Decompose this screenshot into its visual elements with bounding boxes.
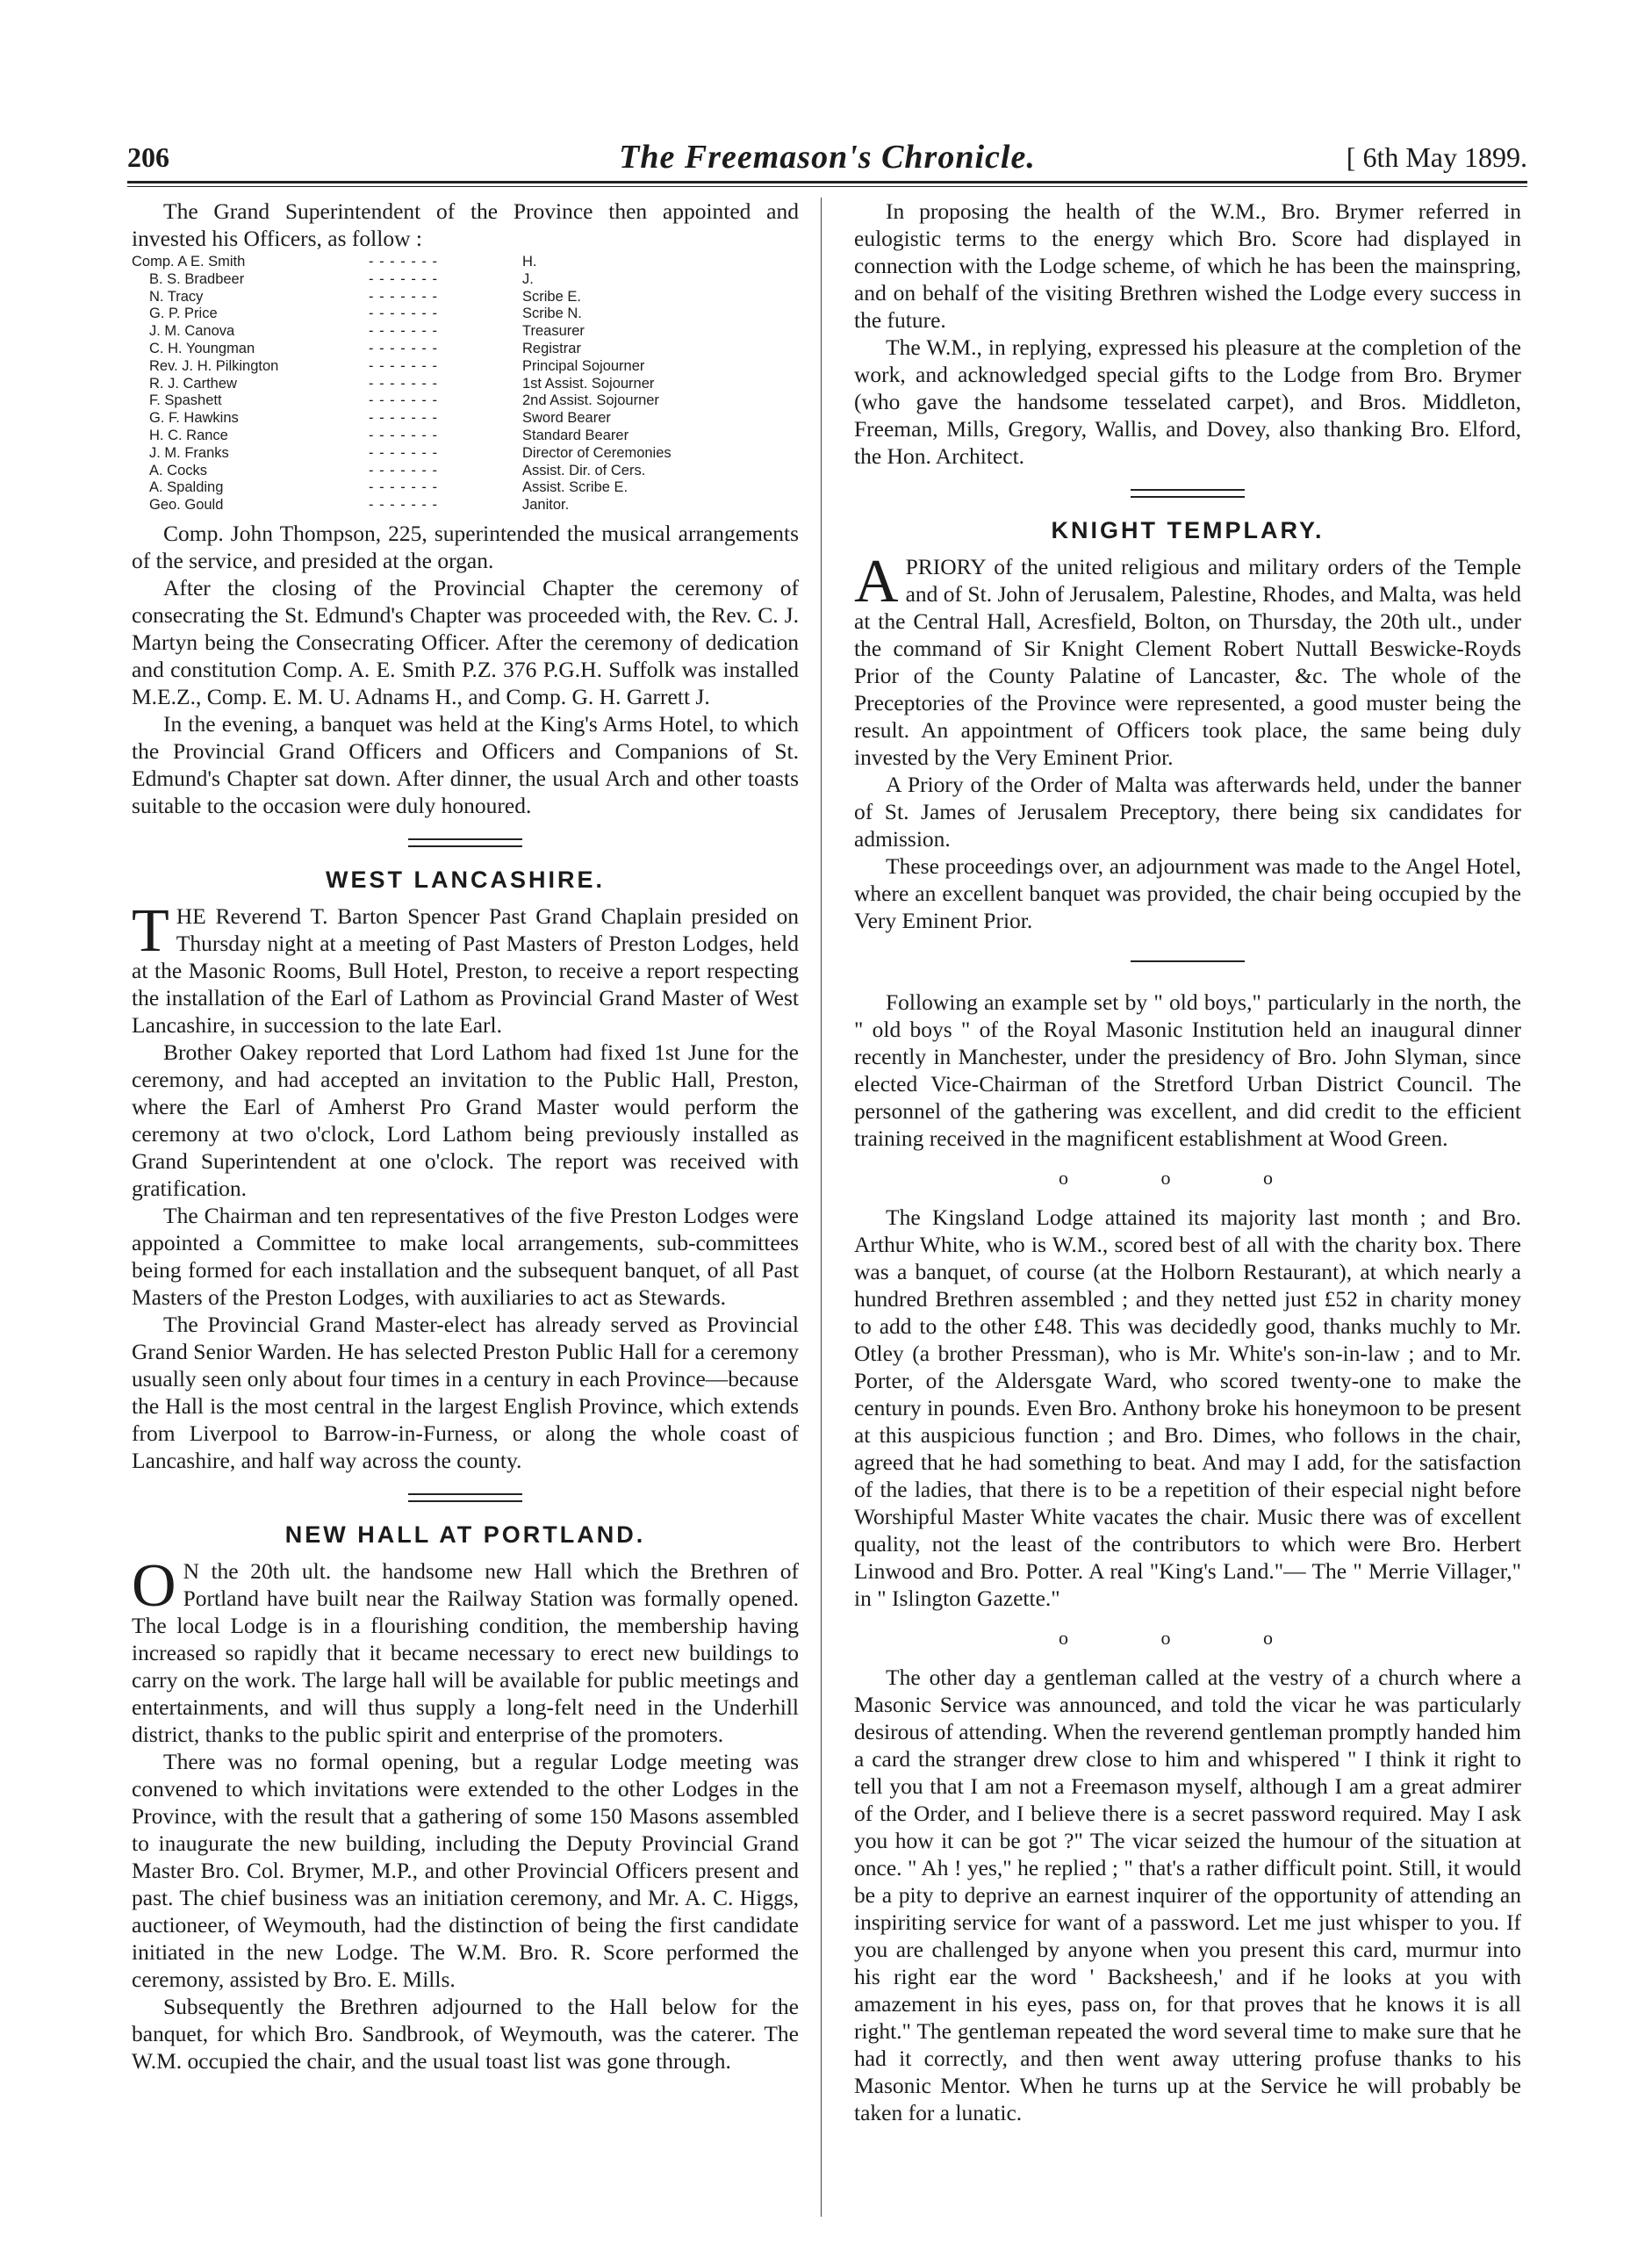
officer-title: 1st Assist. Sojourner: [522, 375, 655, 392]
drop-cap: O: [132, 1551, 176, 1620]
officer-name: H. C. Rance: [149, 427, 228, 443]
leader-dots: - - - - - - -: [369, 340, 438, 356]
officers-list: [132, 254, 799, 514]
officer-name: Geo. Gould: [149, 497, 224, 514]
paragraph: In proposing the health of the W.M., Bro. Brymer referred in eulogistic terms to the energy which Bro. Score had displayed in connection with the Lodge scheme, of which he has been the mainspring, and on behalf of the visiting Brethren wished the Lodge every success in the future.: [854, 198, 1521, 333]
leader-dots: - - - - - - -: [369, 427, 438, 443]
leader-dots: - - - - - - -: [369, 306, 438, 322]
paragraph: There was no formal opening, but a regular Lodge meeting was convened to which invitations were extended to the other Lodges in the Province, with the result that a gathering of some 150 Masons assembled to inaugurate the new building, including the Deputy Provincial Grand Master Bro. Col. Brymer, M.P., and other Provincial Officers present and past. The chief business was an initiation ceremony, and Mr. A. C. Higgs, auctioneer, of Weymouth, had the distinction of being the first candidate initiated in the new Lodge. The W.M. Bro. R. Score performed the ceremony, assisted by Bro. E. Mills.: [132, 1748, 799, 1992]
officer-title: Principal Sojourner: [522, 357, 645, 374]
officer-title: Assist. Scribe E.: [522, 479, 628, 496]
officer-row: [132, 271, 799, 289]
officer-title: Registrar: [522, 340, 581, 356]
issue-date: [ 6th May 1899.: [1346, 141, 1527, 173]
officer-row: [132, 392, 799, 410]
paragraph-text: HE Reverend T. Barton Spencer Past Grand Chaplain presided on Thursday night at a meeting of Past Masters of Preston Lodges, held at the Masonic Rooms, Bull Hotel, Preston, to receive a report respecting the installation of the Earl of Lathom as Provincial Grand Master of West Lancashire, in succession to the late Earl.: [132, 902, 799, 1038]
paragraph: The W.M., in replying, expressed his pleasure at the completion of the work, and acknowledged special gifts to the Lodge from Bro. Brymer (who gave the handsome tesselated carpet), and Bros. Middleton, Freeman, Mills, Gregory, Wallis, and Dovey, also thanking Bro. Elford, the Hon. Architect.: [854, 334, 1521, 469]
section-separator: [408, 838, 522, 847]
item-separator-dots: o o o: [1059, 1167, 1317, 1189]
leader-dots: - - - - - - -: [369, 497, 438, 514]
page-number: 206: [127, 141, 169, 173]
leader-dots: - - - - - - -: [369, 375, 438, 392]
paragraph: [132, 1551, 799, 1748]
officer-name: Rev. J. H. Pilkington: [149, 357, 279, 374]
officer-name: A. Spalding: [149, 479, 224, 496]
officer-row: [132, 410, 799, 428]
officer-row: [132, 323, 799, 341]
paragraph: Subsequently the Brethren adjourned to the Hall below for the banquet, for which Bro. Sandbrook, of Weymouth, was the caterer. The W.M. occupied the chair, and the usual toast list was gone through.: [132, 1993, 799, 2074]
leader-dots: - - - - - - -: [369, 392, 438, 409]
officer-title: Sword Bearer: [522, 410, 611, 427]
leader-dots: - - - - - - -: [369, 410, 438, 427]
officer-name: N. Tracy: [149, 288, 204, 305]
leader-dots: - - - - - - -: [369, 323, 438, 340]
leader-dots: - - - - - - -: [369, 288, 438, 305]
officer-name: G. P. Price: [149, 306, 218, 322]
paragraph-text: N the 20th ult. the handsome new Hall which the Brethren of Portland have built near the Railway Station was formally opened. The local Lodge is in a flourishing condition, the membership having increased so rapidly that it became necessary to erect new buildings to carry on the work. The large hall will be available for public meetings and entertainments, and will thus supply a long-felt need in the Underhill district, thanks to the public spirit and enterprise of the promoters.: [132, 1557, 799, 1747]
leader-dots: - - - - - - -: [369, 270, 438, 287]
officer-name: C. H. Youngman: [149, 340, 255, 356]
paragraph-text: PRIORY of the united religious and military orders of the Temple and of St. John of Jerusalem, Palestine, Rhodes, and Malta, was held at the Central Hall, Acresfield, Bolton, on Thursday, the 20th ult., under the command of Sir Knight Clement Robert Nuttall Beswicke-Royds Prior of the County Palatine of Lancaster, &c. The whole of the Preceptories of the Province were represented, a good muster being the result. An appointment of Officers took place, the same being duly invested by the Very Eminent Prior.: [854, 554, 1521, 770]
paragraph: Following an example set by " old boys," particularly in the north, the " old boys " of the Royal Masonic Institution held an inaugural dinner recently in Manchester, under the presidency of Bro. John Slyman, since elected Vice-Chairman of the Stretford Urban District Council. The personnel of the gathering was excellent, and did credit to the efficient training received in the magnificent establishment at Wood Green.: [854, 989, 1521, 1151]
officer-row: [132, 479, 799, 497]
officer-title: Scribe N.: [522, 306, 582, 322]
drop-cap: A: [854, 548, 899, 615]
officer-row: [132, 497, 799, 514]
officer-name: F. Spashett: [149, 392, 222, 409]
officer-row: [132, 376, 799, 393]
officer-name: B. S. Bradbeer: [149, 270, 245, 287]
officer-row: [132, 254, 799, 271]
drop-cap: T: [132, 896, 169, 965]
paragraph: Brother Oakey reported that Lord Lathom had fixed 1st June for the ceremony, and had accepted an invitation to the Public Hall, Preston, where the Earl of Amherst Pro Grand Master would perform the ceremony at two o'clock, Lord Lathom being previously installed as Grand Superintendent at one o'clock. The report was received with gratification.: [132, 1039, 799, 1201]
officer-title: Standard Bearer: [522, 427, 629, 443]
section-separator: [1131, 960, 1245, 962]
paragraph: In the evening, a banquet was held at the King's Arms Hotel, to which the Provincial Grand Officers and Officers and Companions of St. Edmund's Chapter sat down. After dinner, the usual Arch and other toasts suitable to the occasion were duly honoured.: [132, 710, 799, 818]
officer-title: H.: [522, 254, 537, 270]
paragraph: [132, 896, 799, 1039]
paragraph: The other day a gentleman called at the vestry of a church where a Masonic Service was announced, and told the vicar he was particularly desirous of attending. When the reverend gentleman promptly handed him a card the stranger drew close to him and whispered " I think it right to tell you that I am not a Freemason myself, although I am a great admirer of the Order, and I believe there is a secret password required. May I ask you how it can be got ?" The vicar seized the humour of the situation at once. " Ah ! yes," he replied ; " that's a rather difficult point. Still, it would be a pity to deprive an earnest inquirer of the opportunity of attending an inspiriting service for want of a password. Let me just whisper to you. If you are challenged by anyone when you present this card, murmur into his right ear the word ' Backsheesh,' and if he looks at you with amazement in his eyes, pass on, for that proves that he knows it is all right." The gentleman repeated the word several time to make sure that he had it correctly, and then went away uttering profuse thanks to his Masonic Mentor. When he turns up at the Service he will probably be taken for a lunatic.: [854, 1665, 1521, 2125]
officer-title: J.: [522, 270, 534, 287]
item-separator-dots: o o o: [1059, 1627, 1317, 1649]
page-title: The Freemason's Chronicle.: [619, 139, 1036, 176]
right-column: [854, 198, 1521, 2126]
leader-dots: - - - - - - -: [369, 357, 438, 374]
leader-dots: - - - - - - -: [369, 479, 438, 496]
leader-dots: - - - - - - -: [369, 444, 438, 461]
paragraph: A Priory of the Order of Malta was afterwards held, under the banner of St. James of Jerusalem Preceptory, there being six candidates for admission.: [854, 772, 1521, 852]
officer-row: [132, 445, 799, 463]
paragraph: After the closing of the Provincial Chapter the ceremony of consecrating the St. Edmund's Chapter was proceeded with, the Rev. C. J. Martyn being the Consecrating Officer. After the ceremony of dedication and constitution Comp. A. E. Smith P.Z. 376 P.G.H. Suffolk was installed M.E.Z., Comp. E. M. U. Adnams H., and Comp. G. H. Garrett J.: [132, 574, 799, 709]
officer-name: G. F. Hawkins: [149, 410, 239, 427]
section-heading-knight-templary: KNIGHT TEMPLARY.: [1051, 517, 1325, 543]
officer-title: Janitor.: [522, 497, 570, 514]
officer-row: [132, 289, 799, 306]
section-heading-new-hall: NEW HALL AT PORTLAND.: [284, 1521, 646, 1548]
paragraph: The Chairman and ten representatives of the five Preston Lodges were appointed a Committee to make local arrangements, sub-committees being formed for each installation and the subsequent banquet, of all Past Masters of the Preston Lodges, with auxiliaries to act as Stewards.: [132, 1202, 799, 1310]
officer-row: [132, 428, 799, 445]
leader-dots: - - - - - - -: [369, 462, 438, 478]
section-separator: [1131, 489, 1245, 498]
section-separator: [408, 1493, 522, 1502]
paragraph: [854, 548, 1521, 771]
officer-row: [132, 341, 799, 358]
officer-name: R. J. Carthew: [149, 375, 237, 392]
leader-dots: - - - - - - -: [369, 254, 438, 270]
officer-row: [132, 306, 799, 323]
section-heading-west-lancashire: WEST LANCASHIRE.: [326, 866, 605, 893]
officer-row: [132, 358, 799, 376]
paragraph: The Kingsland Lodge attained its majority last month ; and Bro. Arthur White, who is W.M., scored best of all with the charity box. There was a banquet, of course (at the Holborn Restaurant), at which nearly a hundred Brethren assembled ; and they netted just £52 in charity money to add to the other £48. This was decidedly good, thanks muchly to Mr. Otley (a brother Pressman), who is Mr. White's son-in-law ; and to Mr. Porter, of the Aldersgate Ward, who scored twenty-one to make the century in pounds. Even Bro. Anthony broke his honeymoon to be present at this auspicious function ; and Bro. Dimes, who follows in the chair, agreed that he had something to beat. And may I add, for the satisfaction of the ladies, that there is to be a repetition of their especial night before Worshipful Master White vacates the chair. Music there was of excellent quality, not the least of the contributors to which were Bro. Herbert Linwood and Bro. Potter. A real "King's Land."— The " Merrie Villager," in " Islington Gazette.": [854, 1204, 1521, 1611]
officer-name: J. M. Canova: [149, 323, 235, 340]
officer-title: Director of Ceremonies: [522, 444, 672, 461]
officer-title: Treasurer: [522, 323, 585, 340]
officer-name: J. M. Franks: [149, 444, 229, 461]
officers-intro: The Grand Superintendent of the Province then appointed and invested his Officers, as follow :: [132, 198, 799, 251]
officer-title: Scribe E.: [522, 288, 581, 305]
officer-row: [132, 463, 799, 480]
header-rule-thick: [127, 181, 1527, 183]
header-rule-thin: [127, 186, 1527, 187]
left-column: [132, 198, 799, 2074]
officer-title: Assist. Dir. of Cers.: [522, 462, 646, 478]
officer-name: Comp. A E. Smith: [132, 254, 246, 270]
paragraph: The Provincial Grand Master-elect has already served as Provincial Grand Senior Warden. He has selected Preston Public Hall for a ceremony usually seen only about four times in a century in each Province—because the Hall is the most central in the largest English Province, which extends from Liverpool to Barrow-in-Furness, or along the whole coast of Lancashire, and half way across the county.: [132, 1311, 799, 1473]
paragraph: Comp. John Thompson, 225, superintended the musical arrangements of the service, and presided at the organ.: [132, 520, 799, 573]
officer-title: 2nd Assist. Sojourner: [522, 392, 659, 409]
paragraph: These proceedings over, an adjournment was made to the Angel Hotel, where an excellent banquet was provided, the chair being occupied by the Very Eminent Prior.: [854, 853, 1521, 933]
column-divider: [821, 198, 822, 2217]
officer-name: A. Cocks: [149, 462, 208, 478]
